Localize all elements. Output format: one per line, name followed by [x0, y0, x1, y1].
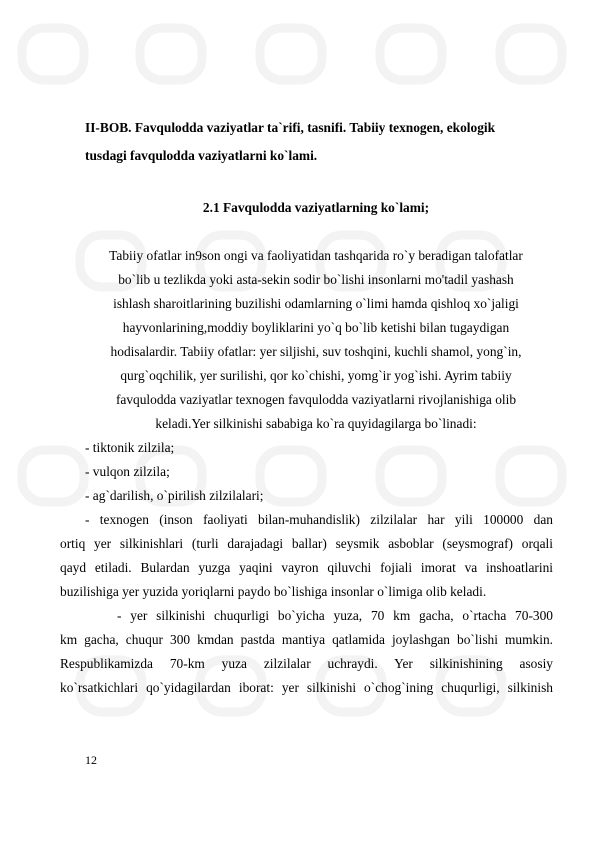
paragraph-line: ko`rsatkichlari qo`yidagilardan iborat: yer silkinishi o`chog`ining chuqurligi, silkinish	[60, 680, 553, 695]
paragraph-line: hodisalardir. Tabiiy ofatlar: yer siljishi, suv toshqini, kuchli shamol, yong`in,	[110, 344, 522, 359]
paragraph-line: ortiq yer silkinishlari (turli darajadagi ballar) seysmik asboblar (seysmograf) orqali	[60, 536, 553, 551]
paragraph-line: bo`lib u tezlikda yoki asta-sekin sodir bo`lishi insonlarni mo'tadil yashash	[118, 272, 514, 287]
paragraph-line: Respublikamizda 70-km yuza zilzilalar uchraydi. Yer silkinishining asosiy	[60, 656, 553, 671]
paragraph-line: - texnogen (inson faoliyati bilan-muhandislik) zilzilalar har yili 100000 dan	[85, 512, 553, 527]
paragraph-line: keladi.Yer silkinishi sababiga ko`ra quyidagilarga bo`linadi:	[155, 416, 477, 431]
paragraph-line: hayvonlarining,moddiy boyliklarini yo`q bo`lib ketishi bilan tugaydigan	[122, 320, 510, 335]
paragraph-line: qurg`oqchilik, yer surilishi, qor ko`chishi, yomg`ir yog`ishi. Ayrim tabiiy	[120, 368, 512, 383]
list-item: - tiktonik zilzila;	[85, 440, 175, 455]
paragraph-line: buzilishiga yer yuzida yoriqlarni paydo bo`lishiga insonlar o`limiga olib keladi.	[60, 584, 487, 599]
chapter-heading-line-2: tusdagi favqulodda vaziyatlarni ko`lami.	[85, 148, 318, 163]
page-number: 12	[85, 753, 97, 767]
paragraph-line: favqulodda vaziyatlar texnogen favqulodda vaziyatlarni rivojlanishiga olib	[115, 392, 517, 407]
list-item: - vulqon zilzila;	[85, 464, 170, 479]
chapter-heading-line-1: II-BOB. Favqulodda vaziyatlar ta`rifi, tasnifi. Tabiiy texnogen, ekologik	[85, 120, 496, 135]
section-title: 2.1 Favqulodda vaziyatlarning ko`lami;	[202, 200, 430, 215]
list-item: - ag`darilish, o`pirilish zilzilalari;	[85, 488, 264, 503]
paragraph-line: - yer silkinishi chuqurligi bo`yicha yuza, 70 km gacha, o`rtacha 70-300	[117, 608, 553, 623]
paragraph-line: Tabiiy ofatlar in9son ongi va faoliyatidan tashqarida ro`y beradigan talofatlar	[109, 248, 523, 263]
paragraph-line: km gacha, chuqur 300 kmdan pastda mantiya qatlamida joylashgan bo`lishi mumkin.	[60, 632, 553, 647]
paragraph-line: ishlash sharoitlarining buzilishi odamlarning o`limi hamda qishloq xo`jaligi	[113, 296, 519, 311]
paragraph-line: qayd etiladi. Bulardan yuzga yaqini vayron qiluvchi fojiali imorat va inshoatlarini	[60, 560, 553, 575]
